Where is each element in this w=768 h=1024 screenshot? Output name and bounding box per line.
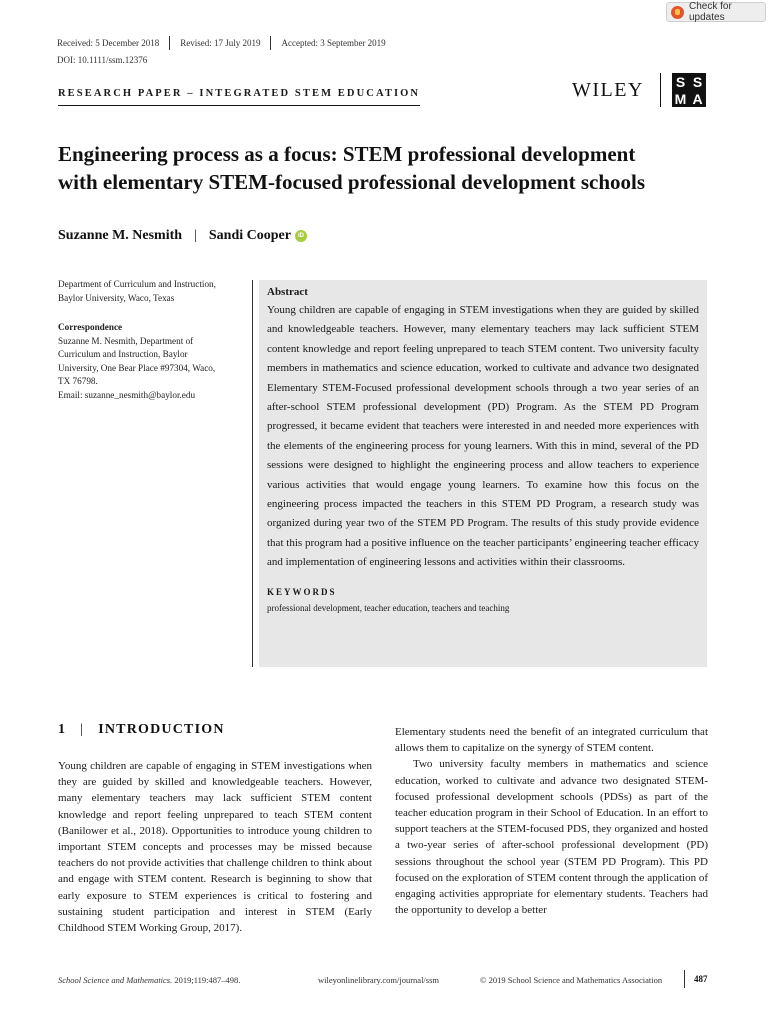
correspondence: Correspondence Suzanne M. Nesmith, Department of Curriculum and Instruction, Baylor University, One Bear Place #97304, Waco, TX 76798. Email: suzanne_nesmith@baylor.edu	[58, 321, 243, 402]
introduction-heading	[58, 722, 225, 738]
footer-url[interactable]: wileyonlinelibrary.com/journal/ssm	[318, 975, 440, 985]
body-paragraph: Young children are capable of engaging in STEM investigations when they are guided by skilled and knowledgeable teachers. However, many elementary teachers may lack sufficient STEM content knowledge and report feeling unprepared to teach STEM content (Banilower et al., 2018). Opportunities to introduce young children to important STEM concepts and processes may be missed because teachers do not provide activities that challenge children to think about and engage with STEM content. Research is beginning to show that early exposure to STEM experiences is critical to fostering and sustaining student participation and interest in STEM (Early Childhood STEM Working Group, 2017).	[58, 760, 372, 935]
orcid-icon[interactable]: iD	[295, 230, 307, 242]
doi[interactable]: DOI: 10.1111/ssm.12376	[57, 55, 148, 65]
abstract-box	[259, 280, 707, 667]
body-column-left	[58, 758, 372, 936]
abstract-heading: Abstract	[267, 286, 308, 298]
wiley-logo: WILEY	[572, 79, 644, 101]
footer-journal: School Science and Mathematics. 2019;119:487–498.	[58, 975, 241, 985]
abstract-rule	[252, 280, 253, 667]
abstract-text: Young children are capable of engaging in STEM investigations when they are guided by skilled and knowledgeable teachers. However, many elementary teachers may lack sufficient STEM content knowledge and report feeling unprepared to teach STEM content. Two university faculty members in mathematics and science education, worked to cultivate and advance two designated Elementary STEM-Focused professional development schools through a two year series of an after-school STEM professional development (PD) Program. As the STEM PD Program progressed, it became evident that teachers were interested in and needed more experiences with the elements of the engineering process for young learners. With this in mind, several of the PD sessions were designed to highlight the engineering process and allow teachers to experience various activities that would engage young learners. To examine how this focus on the engineering process impacted the teachers in this STEM PD Program, a research study was organized during year two of the STEM PD Program. The results of this study provide evidence that this program had a positive influence on the teacher participants’ engineering teacher efficacy and implementation of engineering lessons and activities within their classrooms.	[267, 304, 699, 569]
footer-divider	[684, 970, 685, 988]
body-paragraph: Two university faculty members in mathematics and science education, worked to cultivate and advance two designated STEM-focused professional development schools (PDSs) as part of the teacher education program in their School of Education. In an effort to support teachers at the STEM-focused PDS, they organized and hosted a two-year series of after-school professional development (PD) sessions throughout the school year (STEM PD Program). This PD focused on the exploration of STEM content through the application of engaging activities appropriate for elementary students. Teachers had the opportunity to develop a better	[395, 758, 708, 917]
accepted-date: Accepted: 3 September 2019	[270, 36, 395, 50]
author-cooper: Sandi Cooper	[208, 228, 291, 243]
footer-copyright: © 2019 School Science and Mathematics Association	[480, 975, 663, 985]
logo-divider	[660, 73, 661, 107]
section-title: INTRODUCTION	[98, 722, 225, 737]
author-separator: |	[194, 228, 197, 243]
keywords-list: professional development, teacher education, teachers and teaching	[267, 602, 510, 613]
check-for-updates-label: Check for updates	[689, 1, 732, 23]
correspondence-email[interactable]: Email: suzanne_nesmith@baylor.edu	[58, 389, 196, 400]
affiliation: Department of Curriculum and Instruction, Baylor University, Waco, Texas	[58, 279, 216, 303]
section-number: 1	[58, 722, 67, 737]
title-line: Engineering process as a focus: STEM professional development	[58, 142, 636, 166]
section-label: RESEARCH PAPER – INTEGRATED STEM EDUCATION	[58, 88, 420, 106]
correspondence-heading: Correspondence	[58, 322, 123, 332]
section-separator: |	[80, 722, 85, 737]
ssma-logo: S S M A	[672, 73, 706, 107]
keywords-heading: KEYWORDS	[267, 586, 337, 597]
page-number: 487	[694, 974, 708, 984]
author-list	[58, 228, 307, 244]
body-column-right	[395, 724, 708, 918]
body-paragraph: Elementary students need the benefit of an integrated curriculum that allows them to capitalize on the synergy of STEM content.	[395, 726, 708, 755]
check-for-updates-button[interactable]	[666, 2, 766, 22]
title-line: with elementary STEM-focused professional development schools	[58, 170, 646, 194]
author-nesmith: Suzanne M. Nesmith	[58, 228, 183, 243]
revised-date: Revised: 17 July 2019	[169, 36, 270, 50]
article-dates	[57, 36, 396, 50]
received-date: Received: 5 December 2018	[57, 38, 160, 48]
crossmark-icon	[671, 6, 684, 19]
article-title	[58, 140, 728, 196]
